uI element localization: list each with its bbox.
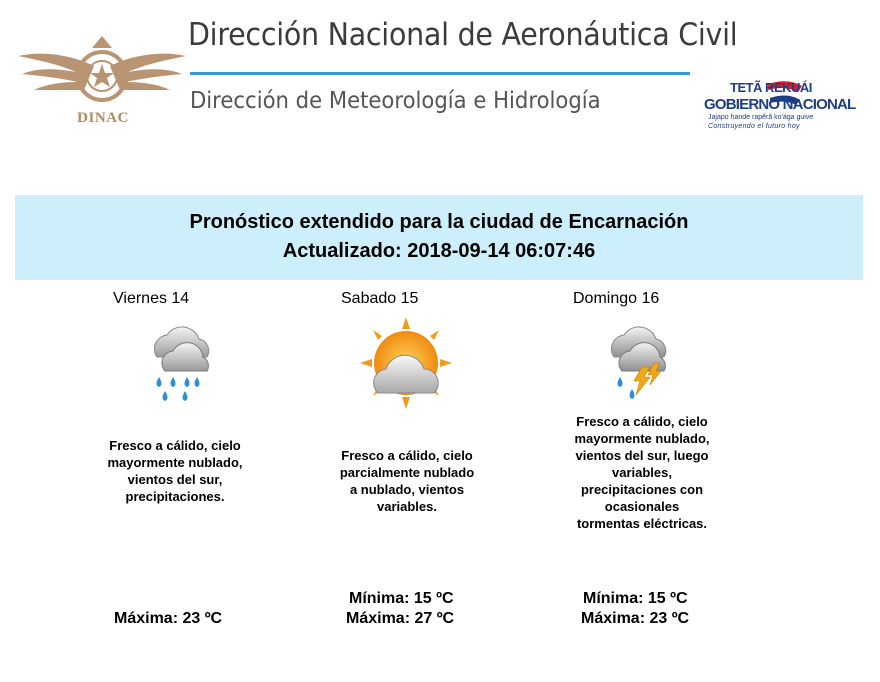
forecast-banner [15,195,863,280]
dinac-logo-text: DINAC [77,110,129,126]
day-description: Fresco a cálido, cielo parcialmente nublado a nublado, vientos variables. [339,448,475,514]
gov-logo-tagline-spanish: Construyendo el futuro hoy [708,123,800,130]
max-temperature: Máxima: 23 ºC [114,610,223,627]
day-description: Fresco a cálido, cielo mayormente nublado, vientos del sur, luego variables, precipitaciones con ocasionales tormentas eléctricas. [574,414,710,531]
header [0,0,880,150]
page-title: Dirección Nacional de Aeronáutica Civil [188,17,738,53]
title-divider [190,72,690,75]
day-name: Sabado 15 [341,290,419,307]
gobierno-nacional-logo [700,74,860,136]
page-subtitle: Dirección de Meteorología e Hidrología [190,88,601,114]
day-description: Fresco a cálido, cielo mayormente nublado, vientos del sur, precipitaciones. [107,438,243,504]
min-temperature: Mínima: 15 ºC [349,590,454,607]
gov-logo-line2: GOBIERNO NACIONAL [704,96,856,113]
gov-logo-line1: TETÃ REKUÁI [730,80,812,95]
day-name: Domingo 16 [573,290,660,307]
forecast-updated: Actualizado: 2018-09-14 06:07:46 [282,240,596,262]
min-temperature: Mínima: 15 ºC [583,590,688,607]
sun-cloud-icon [358,315,458,415]
forecast-title: Pronóstico extendido para la ciudad de Encarnación [189,211,689,233]
gov-logo-tagline-guarani: Jajapo hande rapẽrã ko'ága guive [708,114,814,121]
thunderstorm-cloud-icon [592,315,692,415]
day-name: Viernes 14 [113,290,190,307]
max-temperature: Máxima: 27 ºC [346,610,455,627]
max-temperature: Máxima: 23 ºC [581,610,690,627]
rain-cloud-icon [135,315,235,415]
